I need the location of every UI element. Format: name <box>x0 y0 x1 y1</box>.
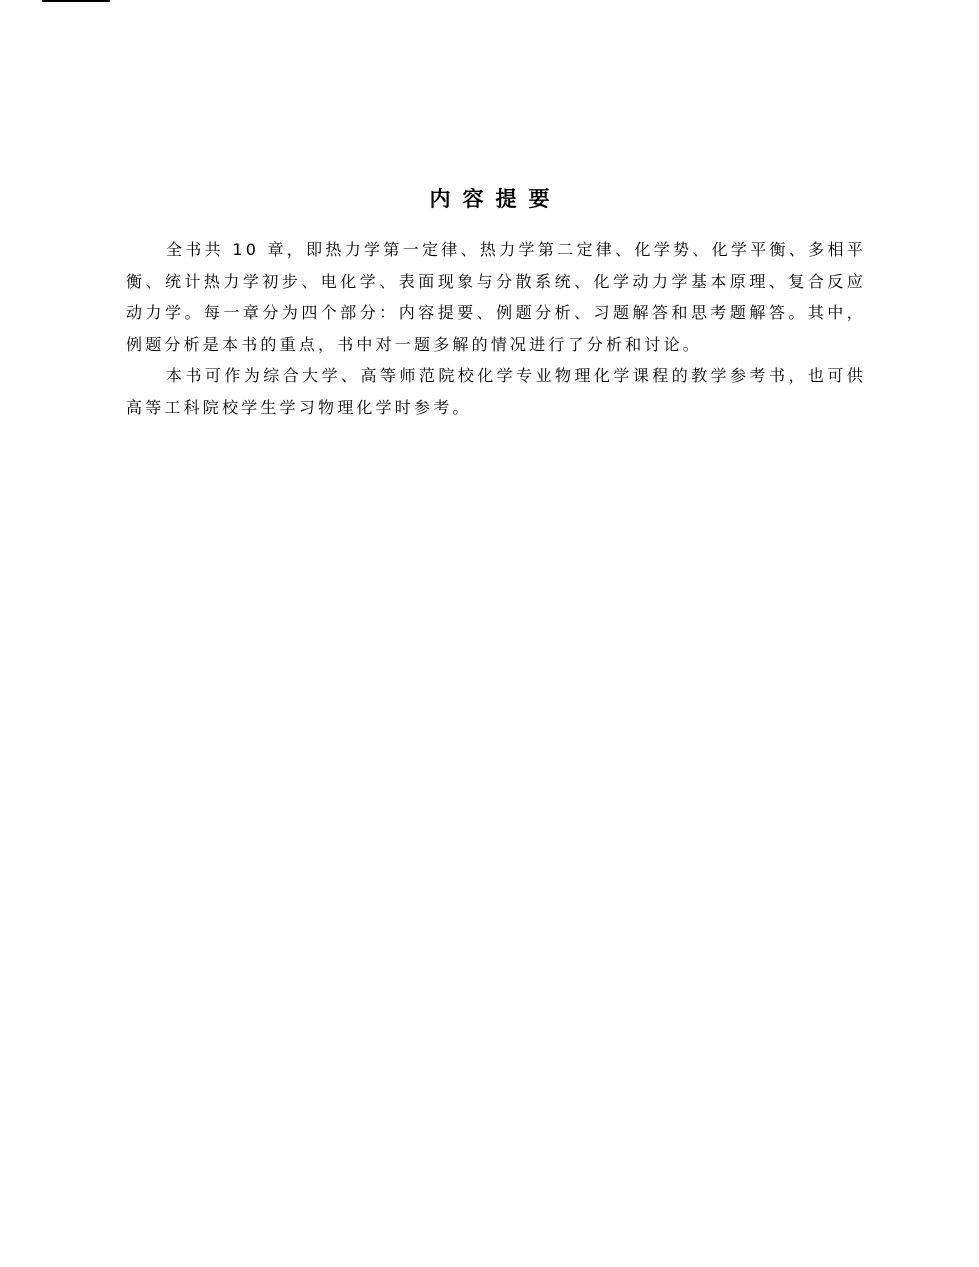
page-title: 内容提要 <box>429 187 562 211</box>
summary-paragraph-audience: 本书可作为综合大学、高等师范院校化学专业物理化学课程的教学参考书，也可供高等工科院校学生学习物理化学时参考。 <box>126 366 866 417</box>
top-corner-rule <box>42 0 110 2</box>
summary-paragraph-contents: 全书共 10 章，即热力学第一定律、热力学第二定律、化学势、化学平衡、多相平衡、统计热力学初步、电化学、表面现象与分散系统、化学动力学基本原理、复合反应动力学。每一章分为四个部分：内容提要、例题分析、习题解答和思考题解答。其中，例题分析是本书的重点，书中对一题多解的情况进行了分析和讨论。 <box>126 240 866 354</box>
summary-body <box>126 234 866 424</box>
